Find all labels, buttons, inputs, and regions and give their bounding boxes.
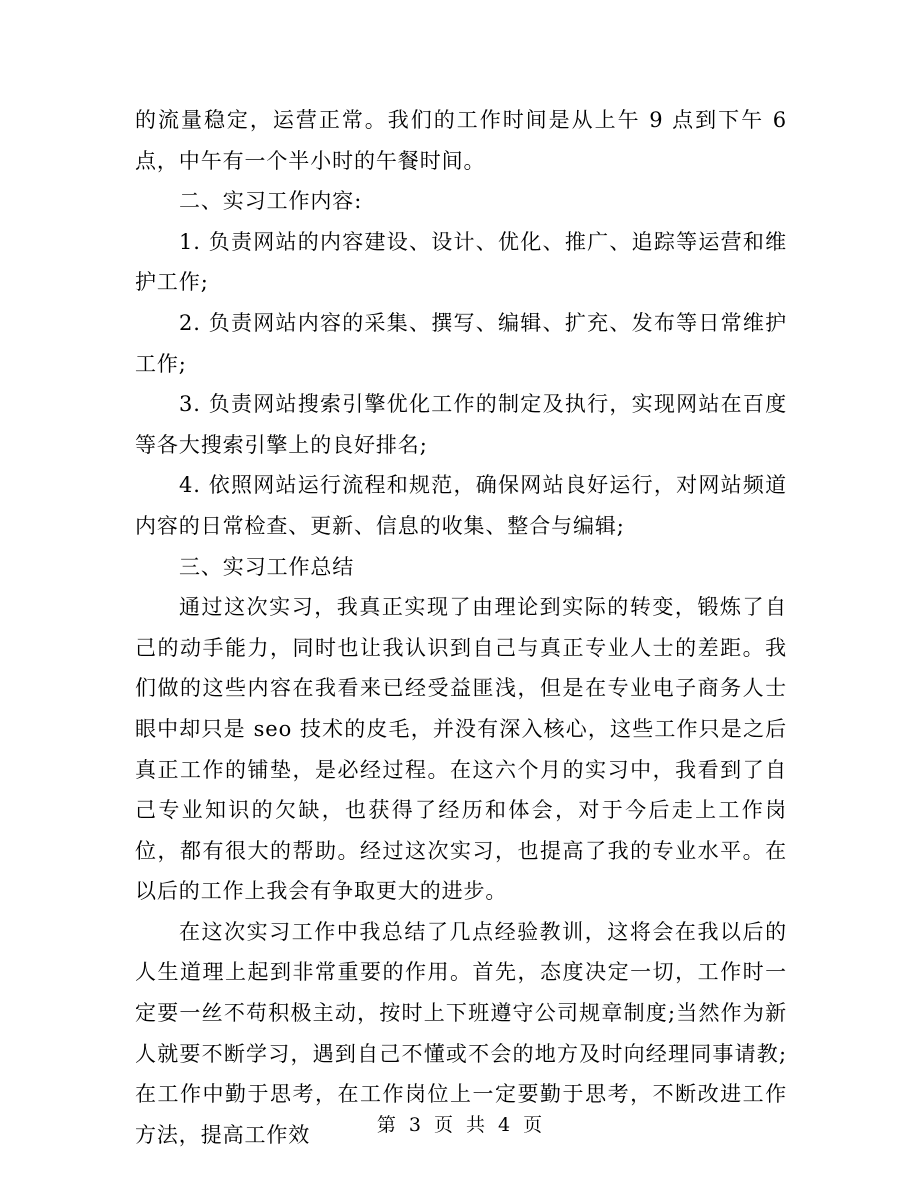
lessons-paragraph: 在这次实习工作中我总结了几点经验教训，这将会在我以后的人生道理上起到非常重要的作用。首先，态度决定一切，工作时一定要一丝不苟积极主动，按时上下班遵守公司规章制度;当然作为新人就要不断学习，遇到自己不懂或不会的地方及时向经理同事请教;在工作中勤于思考，在工作岗位上一定要勤于思考，不断改进工作方法，提高工作效 [135,919,787,1147]
total-pages: 4 [498,1114,512,1136]
list-item-2: 2. 负责网站内容的采集、撰写、编辑、扩充、发布等日常维护工作; [135,310,787,376]
page-number: 3 [408,1114,422,1136]
summary-paragraph: 通过这次实习，我真正实现了由理论到实际的转变，锻炼了自己的动手能力，同时也让我认识到自己与真正专业人士的差距。我们做的这些内容在我看来已经受益匪浅，但是在专业电子商务人士眼中却只是 seo 技术的皮毛，并没有深入核心，这些工作只是之后真正工作的铺垫，是必经过程。在这六个月的实习中，我看到了自己专业知识的欠缺，也获得了经历和体会，对于今后走上工作岗位，都有很大的帮助。经过这次实习，也提高了我的专业水平。在以后的工作上我会有争取更大的进步。 [135,595,787,904]
section-heading-2: 二、实习工作内容: [179,189,363,214]
footer-prefix: 第 [376,1114,397,1136]
list-item-3: 3. 负责网站搜索引擎优化工作的制定及执行，实现网站在百度等各大搜索引擎上的良好排名; [135,392,787,457]
list-item-4: 4. 依照网站运行流程和规范，确保网站良好运行，对网站频道内容的日常检查、更新、信息的收集、整合与编辑; [135,473,787,538]
paragraph-1: 的流量稳定，运营正常。我们的工作时间是从上午 9 点到下午 6 点，中午有一个半小时的午餐时间。 [135,108,787,173]
page-footer [0,1110,920,1137]
footer-total-label: 共 [466,1114,487,1136]
document-body [135,100,787,1155]
list-item-1: 1. 负责网站的内容建设、设计、优化、推广、追踪等运营和维护工作; [135,229,787,295]
footer-suffix: 页 [523,1114,544,1136]
section-heading-3: 三、实习工作总结 [179,554,355,579]
footer-middle: 页 [433,1114,454,1136]
